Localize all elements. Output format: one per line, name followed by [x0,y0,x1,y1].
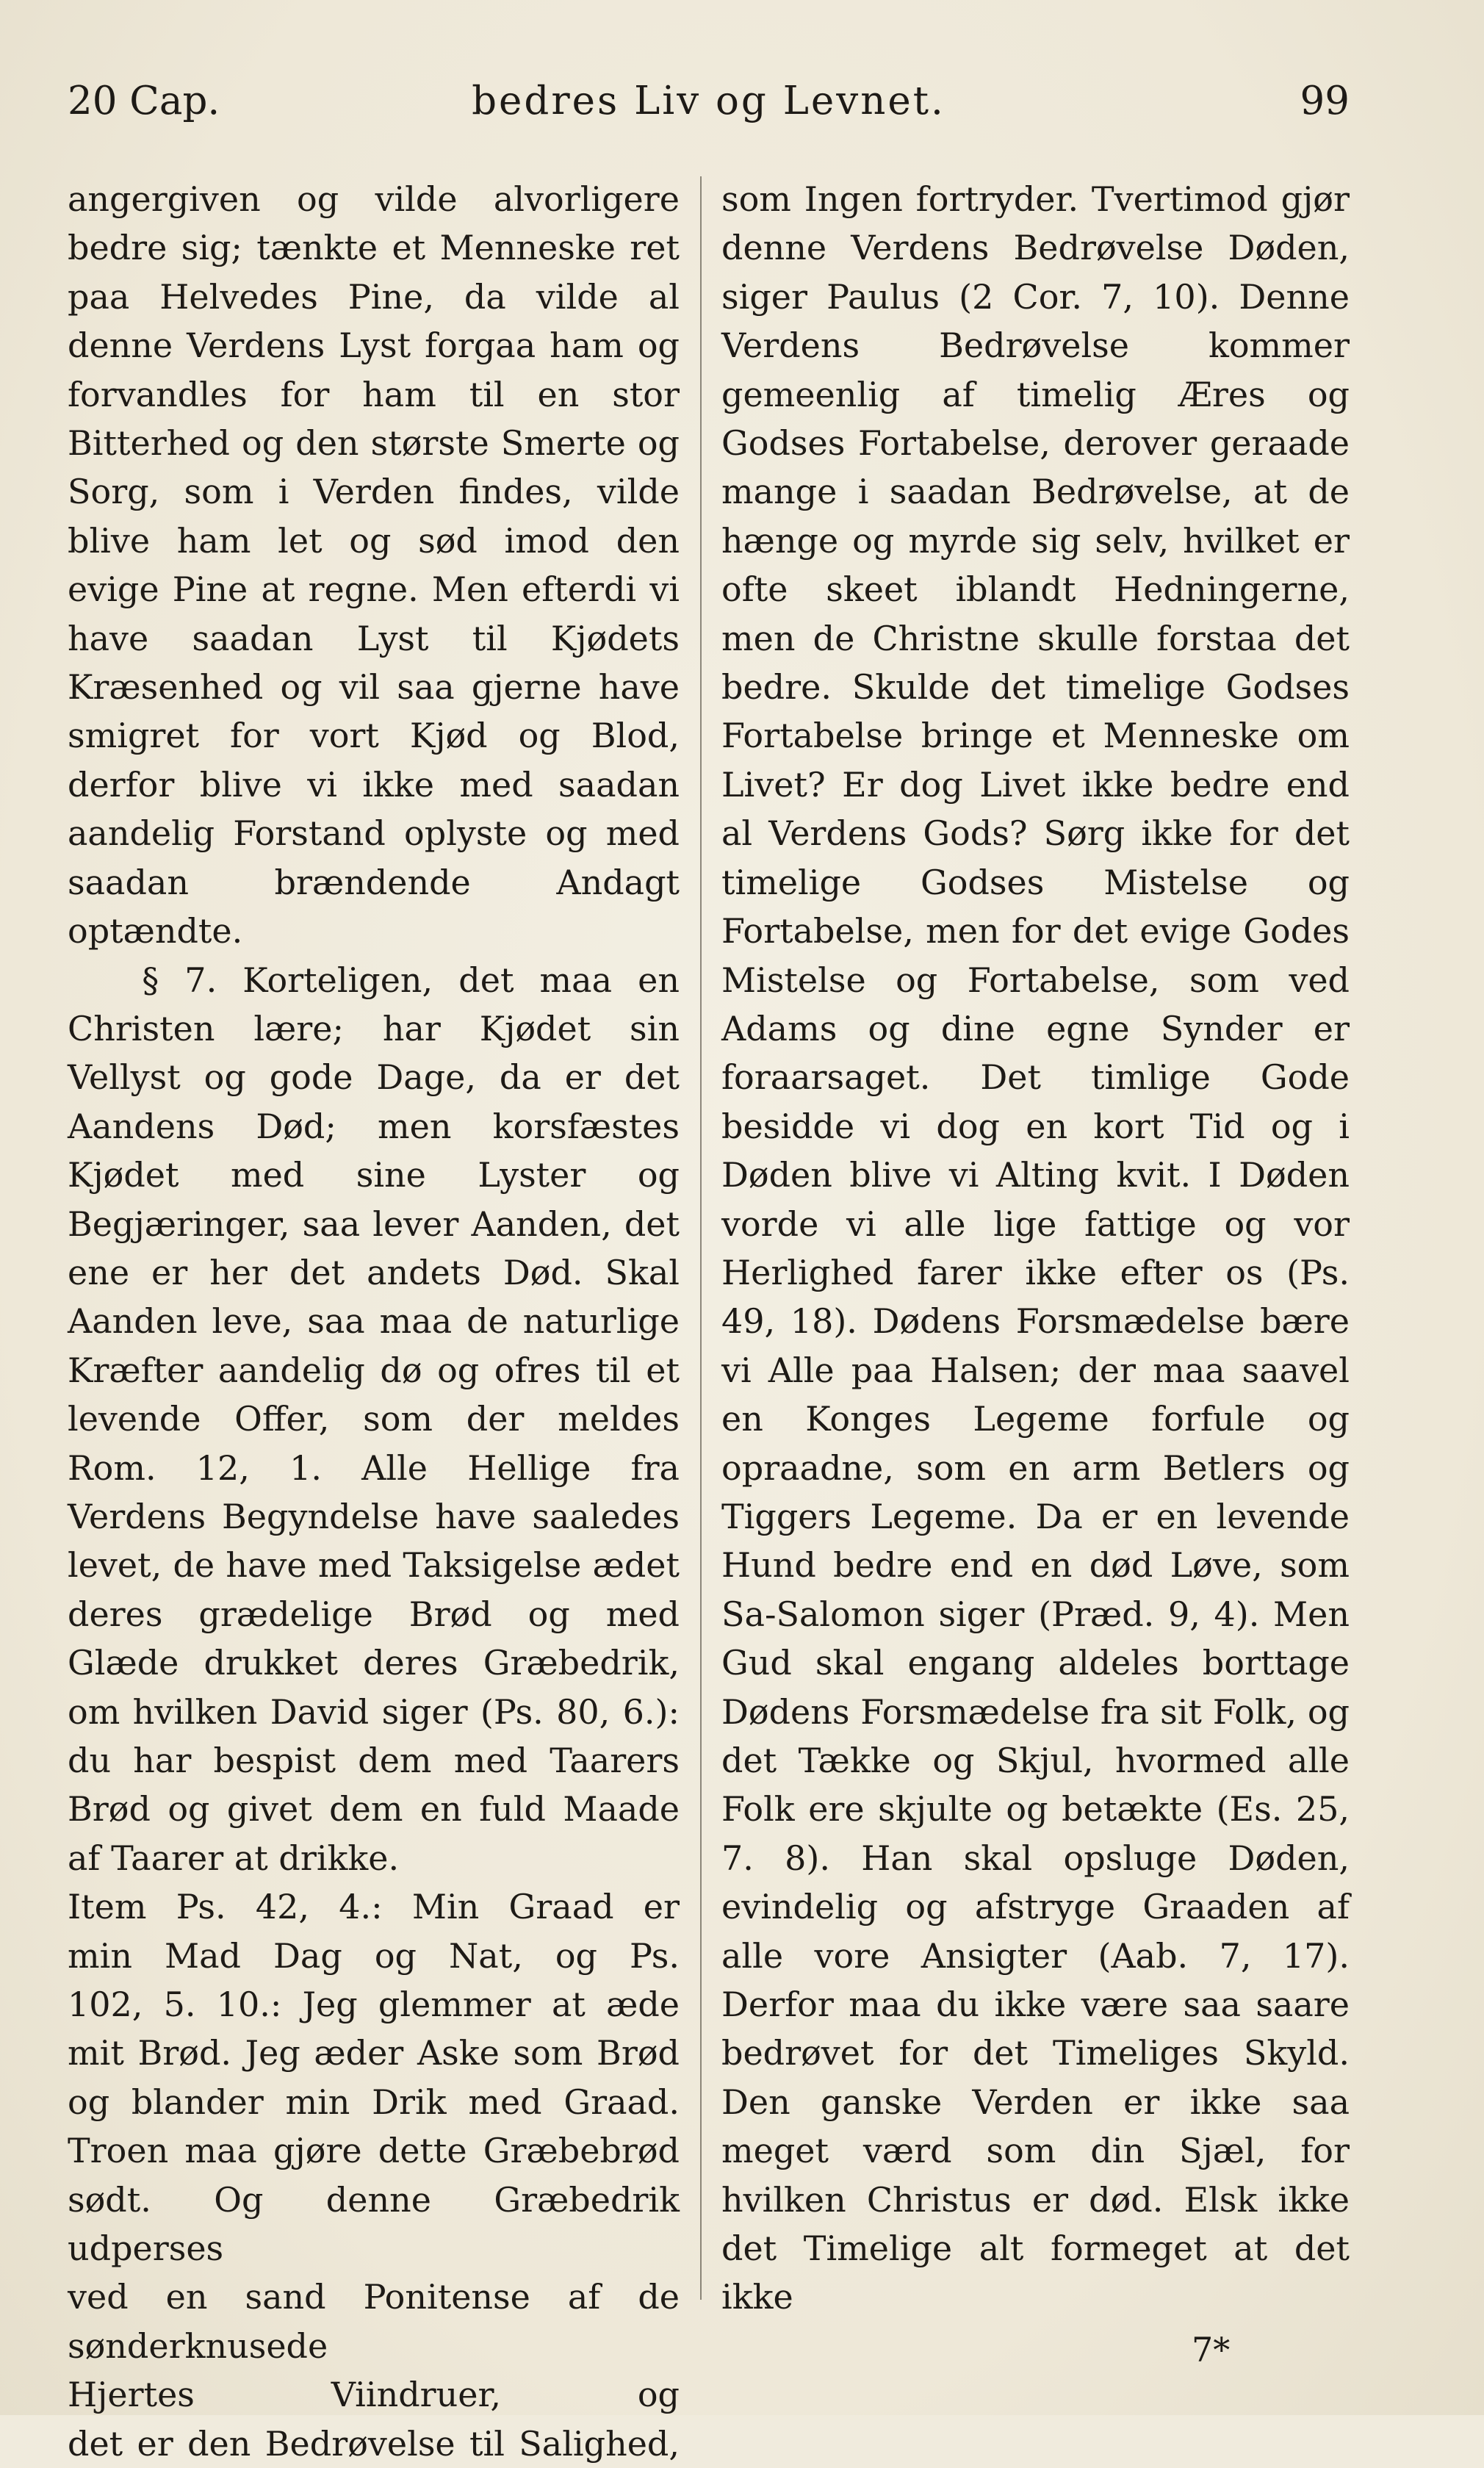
text-line: det er den Bedrøvelse til Salighed, [68,2423,680,2464]
right-column [721,175,1350,2322]
text-line: min Mad Dag og Nat, og Ps. [68,1935,680,1976]
running-title: bedres Liv og Levnet. [472,79,945,123]
text-line: mit Brød. Jeg æder Aske som Brød [68,2033,680,2073]
column-divider [700,176,702,2300]
left-paragraph-2: § 7. Korteligen, det maa en Christen lære; har Kjødet sin Vellyst og gode Dage, da er det Aandens Død; men korsfæstes Kjødet med sine Lyster og Begjæringer, saa lever Aanden, det ene er her det andets Død. Skal Aanden leve, saa maa de naturlige Kræfter aandelig dø og ofres til et levende Offer, som der meldes Rom. 12, 1. Alle Hellige fra Verdens Begyndelse have saaledes levet, de have med Taksigelse ædet deres grædelige Brød og med Glæde drukket deres Græbedrik, om hvilken David siger (Ps. 80, 6.): du har bespist dem med Taarers Brød og givet dem en fuld Maade af Taarer at drikke. [68,960,680,1878]
left-tail-lines [68,1882,680,2468]
text-line: sødt. Og denne Græbedrik udperses [68,2179,680,2269]
text-line: ved en sand Ponitense af de sønderknusede [68,2277,680,2366]
left-paragraph-1: angergiven og vilde alvorligere bedre sig; tænkte et Menneske ret paa Helvedes Pine, da vilde al denne Verdens Lyst forgaa ham og forvandles for ham til en stor Bitterhed og den største Smerte og Sorg, som i Verden findes, vilde blive ham let og sød imod den evige Pine at regne. Men efterdi vi have saadan Lyst til Kjødets Kræsenhed og vil saa gjerne have smigret for vort Kjød og Blod, derfor blive vi ikke med saadan aandelig Forstand oplyste og med saadan brændende Andagt optændte. [68,179,680,951]
left-column [68,175,680,2468]
text-line: 102, 5. 10.: Jeg glemmer at æde [68,1985,680,2025]
signature-mark: 7* [1192,2330,1231,2370]
text-line: og blander min Drik med Graad. [68,2082,680,2122]
running-head [68,72,1350,131]
chapter-label: 20 Cap. [68,79,220,123]
right-paragraph: som Ingen fortryder. Tvertimod gjør denne Verdens Bedrøvelse Døden, siger Paulus (2 Cor. 7, 10). Denne Verdens Bedrøvelse kommer gemeenlig af timelig Æres og Godses Fortabelse, derover geraade mange i saadan Bedrøvelse, at de hænge og myrde sig selv, hvilket er ofte skeet iblandt Hedningerne, men de Christne skulle forstaa det bedre. Skulde det timelige Godses Fortabelse bringe et Menneske om Livet? Er dog Livet ikke bedre end al Verdens Gods? Sørg ikke for det timelige Godses Mistelse og Fortabelse, men for det evige Godes Mistelse og Fortabelse, som ved Adams og dine egne Synder er foraarsaget. Det timlige Gode besidde vi dog en kort Tid og i Døden blive vi Alting kvit. I Døden vorde vi alle lige fattige og vor Herlighed farer ikke efter os (Ps. 49, 18). Dødens Forsmædelse bære vi Alle paa Halsen; der maa saavel en Konges Legeme forfule og opraadne, som en arm Betlers og Tiggers Legeme. Da er en levende Hund bedre end en død Løve, som Sa-Salomon siger (Præd. 9, 4). Men Gud skal engang aldeles borttage Dødens Forsmædelse fra sit Folk, og det Tække og Skjul, hvormed alle Folk ere skjulte og betækte (Es. 25, 7. 8). Han skal opsluge Døden, evindelig og afstryge Graaden af alle vore Ansigter (Aab. 7, 17). Derfor maa du ikke være saa saare bedrøvet for det Timeliges Skyld. Den ganske Verden er ikke saa meget værd som din Sjæl, for hvilken Christus er død. Elsk ikke det Timelige alt formeget at det ikke [721,179,1350,2317]
text-line: Item Ps. 42, 4.: Min Graad er [68,1887,680,1927]
page-number: 99 [1300,79,1350,123]
text-line: Troen maa gjøre dette Græbebrød [68,2131,680,2171]
text-line: Hjertes Viindruer, og [68,2375,680,2415]
